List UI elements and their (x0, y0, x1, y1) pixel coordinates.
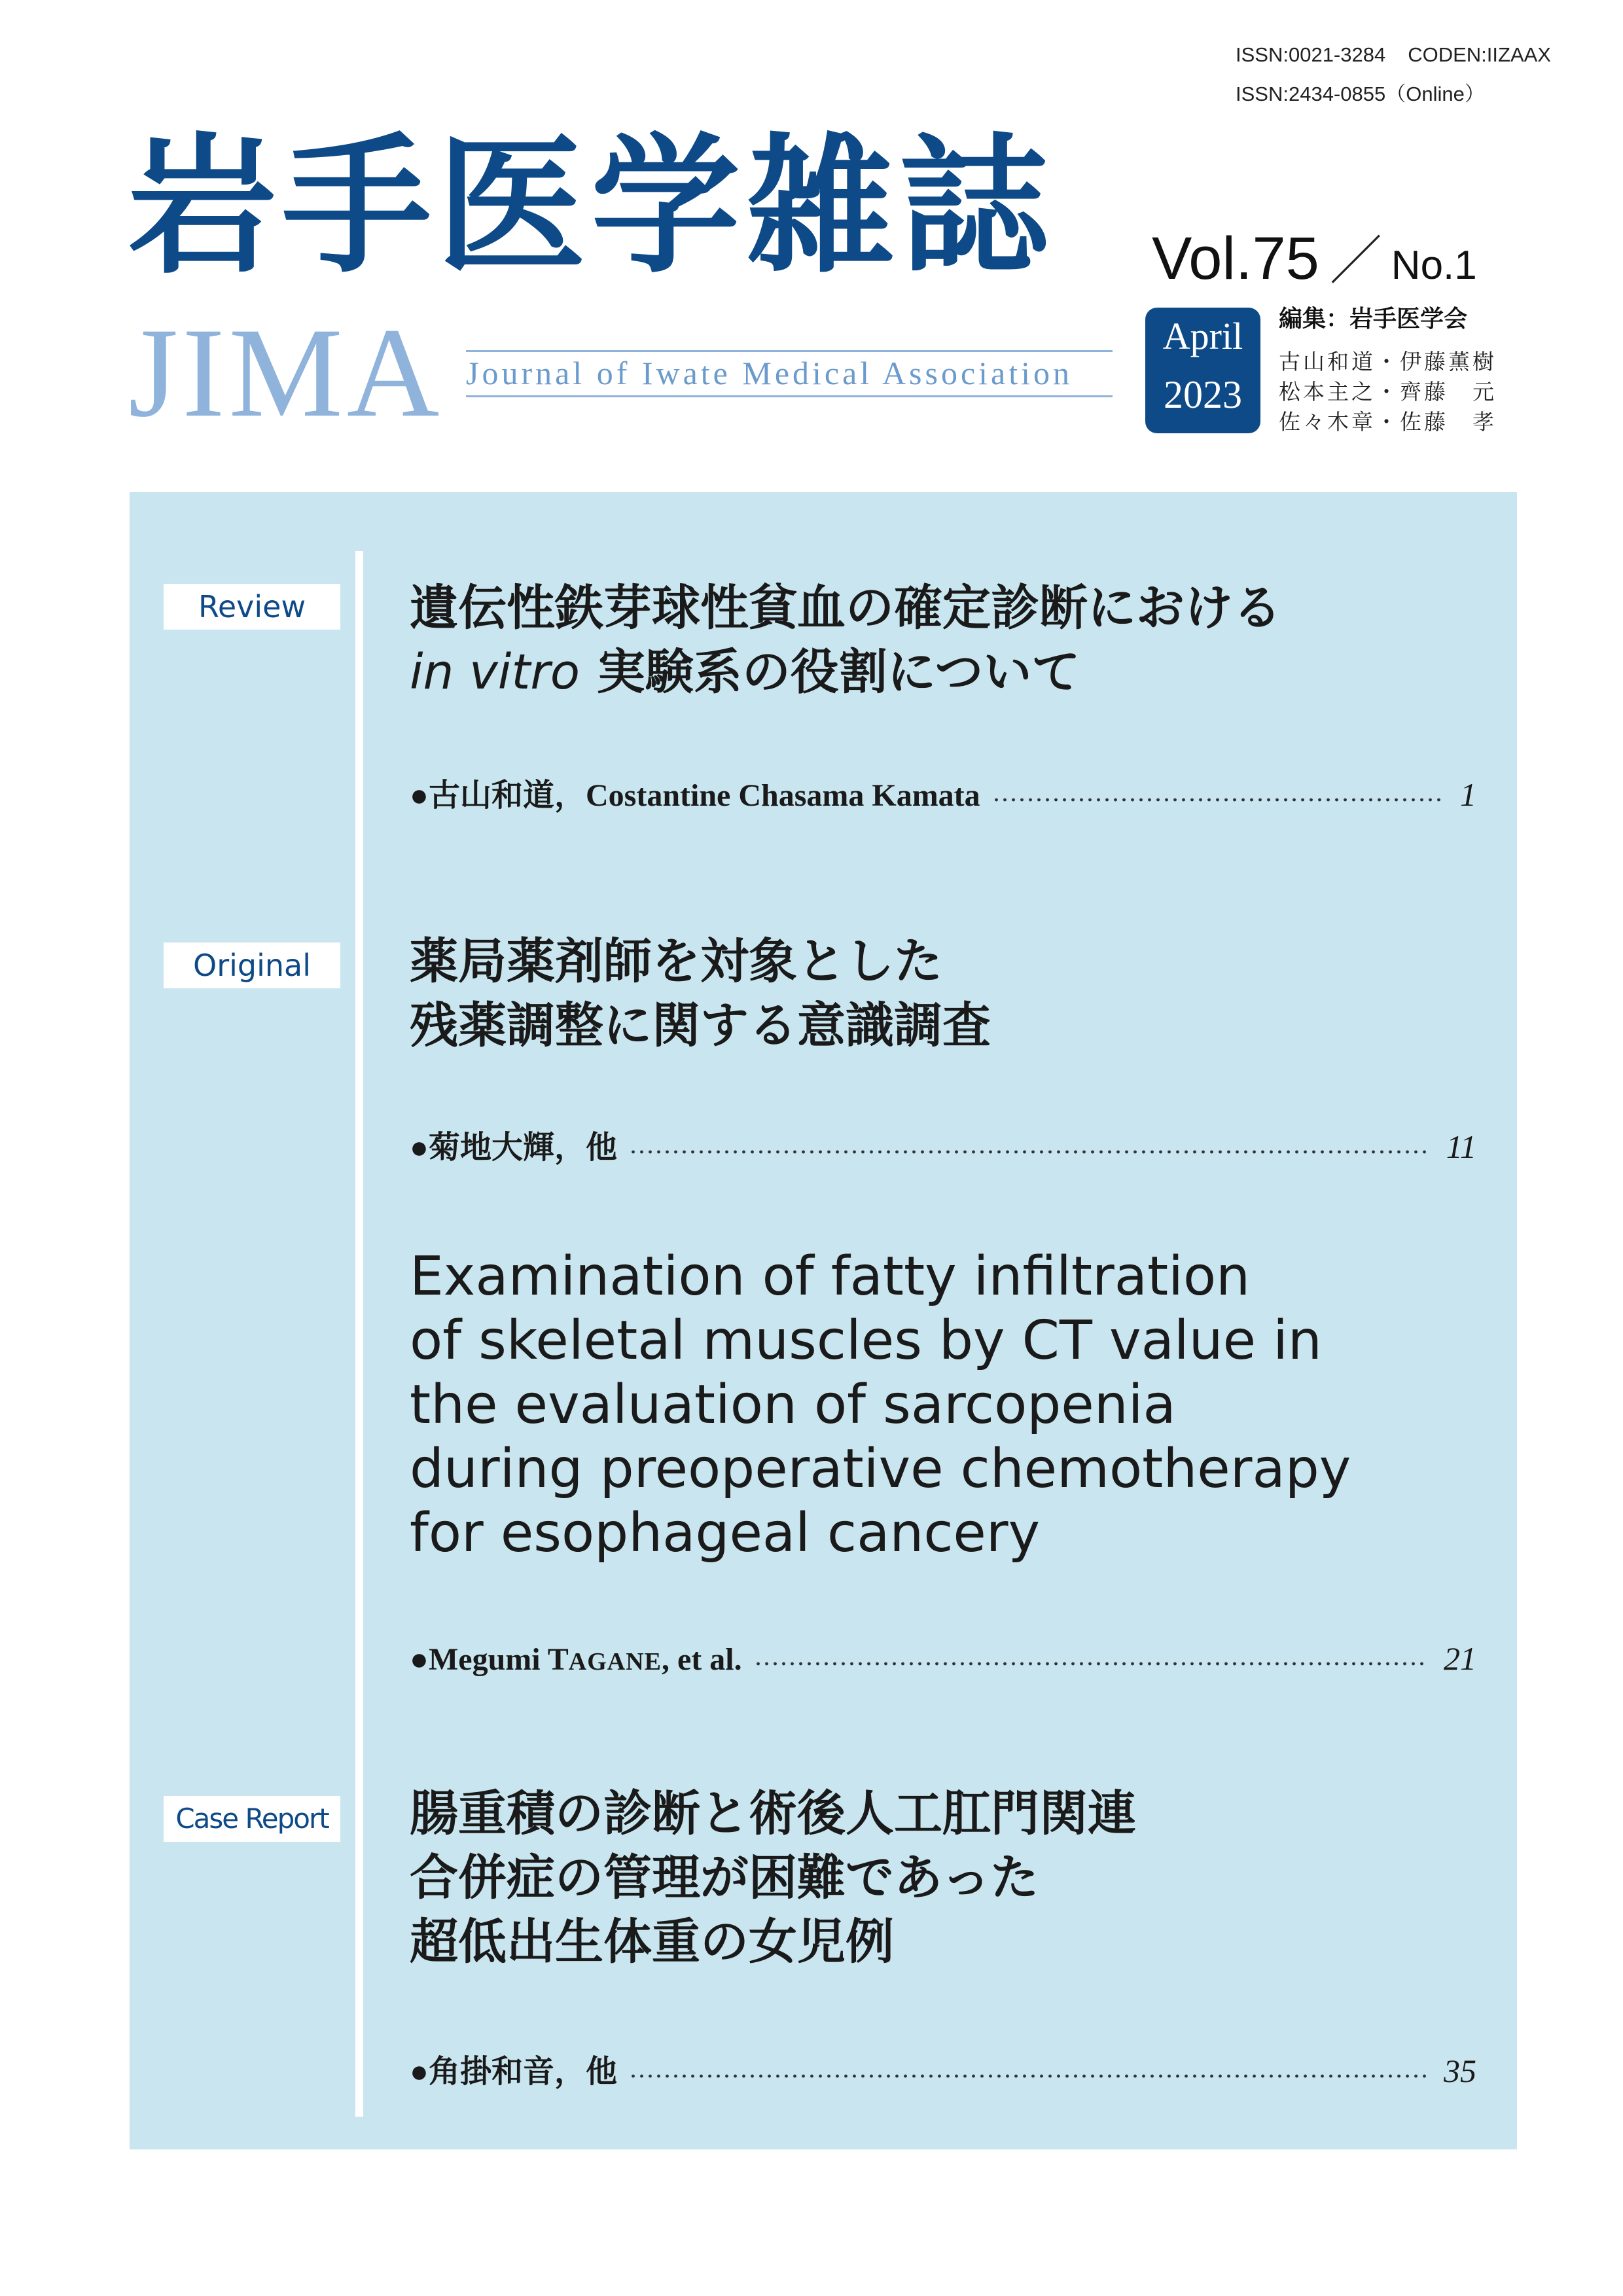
leader-dots (754, 1660, 1428, 1667)
leader-dots (992, 797, 1444, 803)
article-title-original[interactable] (410, 929, 1431, 1058)
journal-title-japanese: 岩手医学雑誌 (128, 119, 1054, 293)
page-number: 11 (1446, 1128, 1476, 1165)
editors-line: 佐々木章・佐藤 孝 (1279, 409, 1497, 435)
author-prefix: ●Megumi T (410, 1642, 569, 1677)
issue-month: April (1162, 315, 1243, 357)
issn-online: ISSN:2434-0855（Online） (1236, 82, 1485, 105)
coden: CODEN:IIZAAX (1408, 43, 1551, 66)
title-line: for esophageal cancery (410, 1502, 1041, 1564)
tag-review: Review (164, 584, 340, 630)
title-line: the evaluation of sarcopenia (410, 1374, 1176, 1436)
journal-rule-top (466, 350, 1113, 352)
tag-original: Original (164, 942, 340, 988)
title-line: Examination of fatty infiltration (410, 1246, 1251, 1308)
page-number: 21 (1444, 1640, 1476, 1677)
author-row-english[interactable] (410, 1638, 1483, 1679)
title-italic-term: in vitro (410, 644, 580, 700)
author-name (410, 1639, 742, 1683)
author-name: ●菊地大輝，他 (410, 1130, 617, 1165)
title-line: 超低出生体重の女児例 (410, 1914, 894, 1970)
title-line: of skeletal muscles by CT value in (410, 1310, 1322, 1372)
author-row-original[interactable] (410, 1126, 1483, 1168)
contents-divider-line (355, 551, 363, 2117)
journal-title-english: Journal of Iwate Medical Association (466, 355, 1073, 391)
author-row-review[interactable] (410, 774, 1483, 816)
editors-line: 松本主之・齊藤 元 (1279, 379, 1497, 404)
title-line-rest: 実験系の役割について (580, 644, 1080, 700)
journal-rule-bottom (466, 395, 1113, 397)
title-line: 残薬調整に関する意識調査 (410, 997, 991, 1054)
leader-dots (629, 2073, 1428, 2079)
title-line: 薬局薬剤師を対象とした (410, 933, 942, 990)
volume-number (1152, 226, 1477, 298)
title-line: 合併症の管理が困難であった (410, 1850, 1039, 1906)
title-line: 遺伝性鉄芽球性貧血の確定診断における (410, 580, 1281, 636)
editors-line: 古山和道・伊藤薫樹 (1279, 349, 1497, 374)
volume: Vol.75 (1152, 225, 1319, 292)
title-line (410, 640, 1431, 704)
page-number: 35 (1444, 2053, 1476, 2089)
journal-abbreviation: JIMA (128, 302, 444, 444)
issue-year: 2023 (1164, 373, 1242, 416)
author-row-case-report[interactable] (410, 2050, 1483, 2092)
article-title-review[interactable] (410, 576, 1431, 704)
author-name: ●古山和道，Costantine Chasama Kamata (410, 778, 980, 813)
editor-label: 編集：岩手医学会 (1279, 306, 1468, 332)
issn-line-print (1236, 43, 1551, 67)
issue-number: No.1 (1391, 243, 1477, 288)
page-number: 1 (1460, 776, 1476, 813)
author-smallcaps: AGANE (568, 1648, 662, 1676)
title-line: 腸重積の診断と術後人工肛門関連 (410, 1785, 1136, 1842)
leader-dots (629, 1149, 1431, 1155)
article-title-case-report[interactable] (410, 1782, 1431, 1974)
issn-print: ISSN:0021-3284 (1236, 43, 1386, 66)
tag-case-report: Case Report (164, 1796, 340, 1842)
issue-date-badge (1145, 308, 1260, 433)
editors-list (1279, 347, 1527, 437)
author-suffix: , et al. (662, 1642, 742, 1677)
volume-slash: ／ (1329, 232, 1382, 290)
article-title-english[interactable] (410, 1245, 1431, 1566)
author-name: ●角掛和音，他 (410, 2054, 617, 2089)
title-line: during preoperative chemotherapy (410, 1438, 1351, 1500)
